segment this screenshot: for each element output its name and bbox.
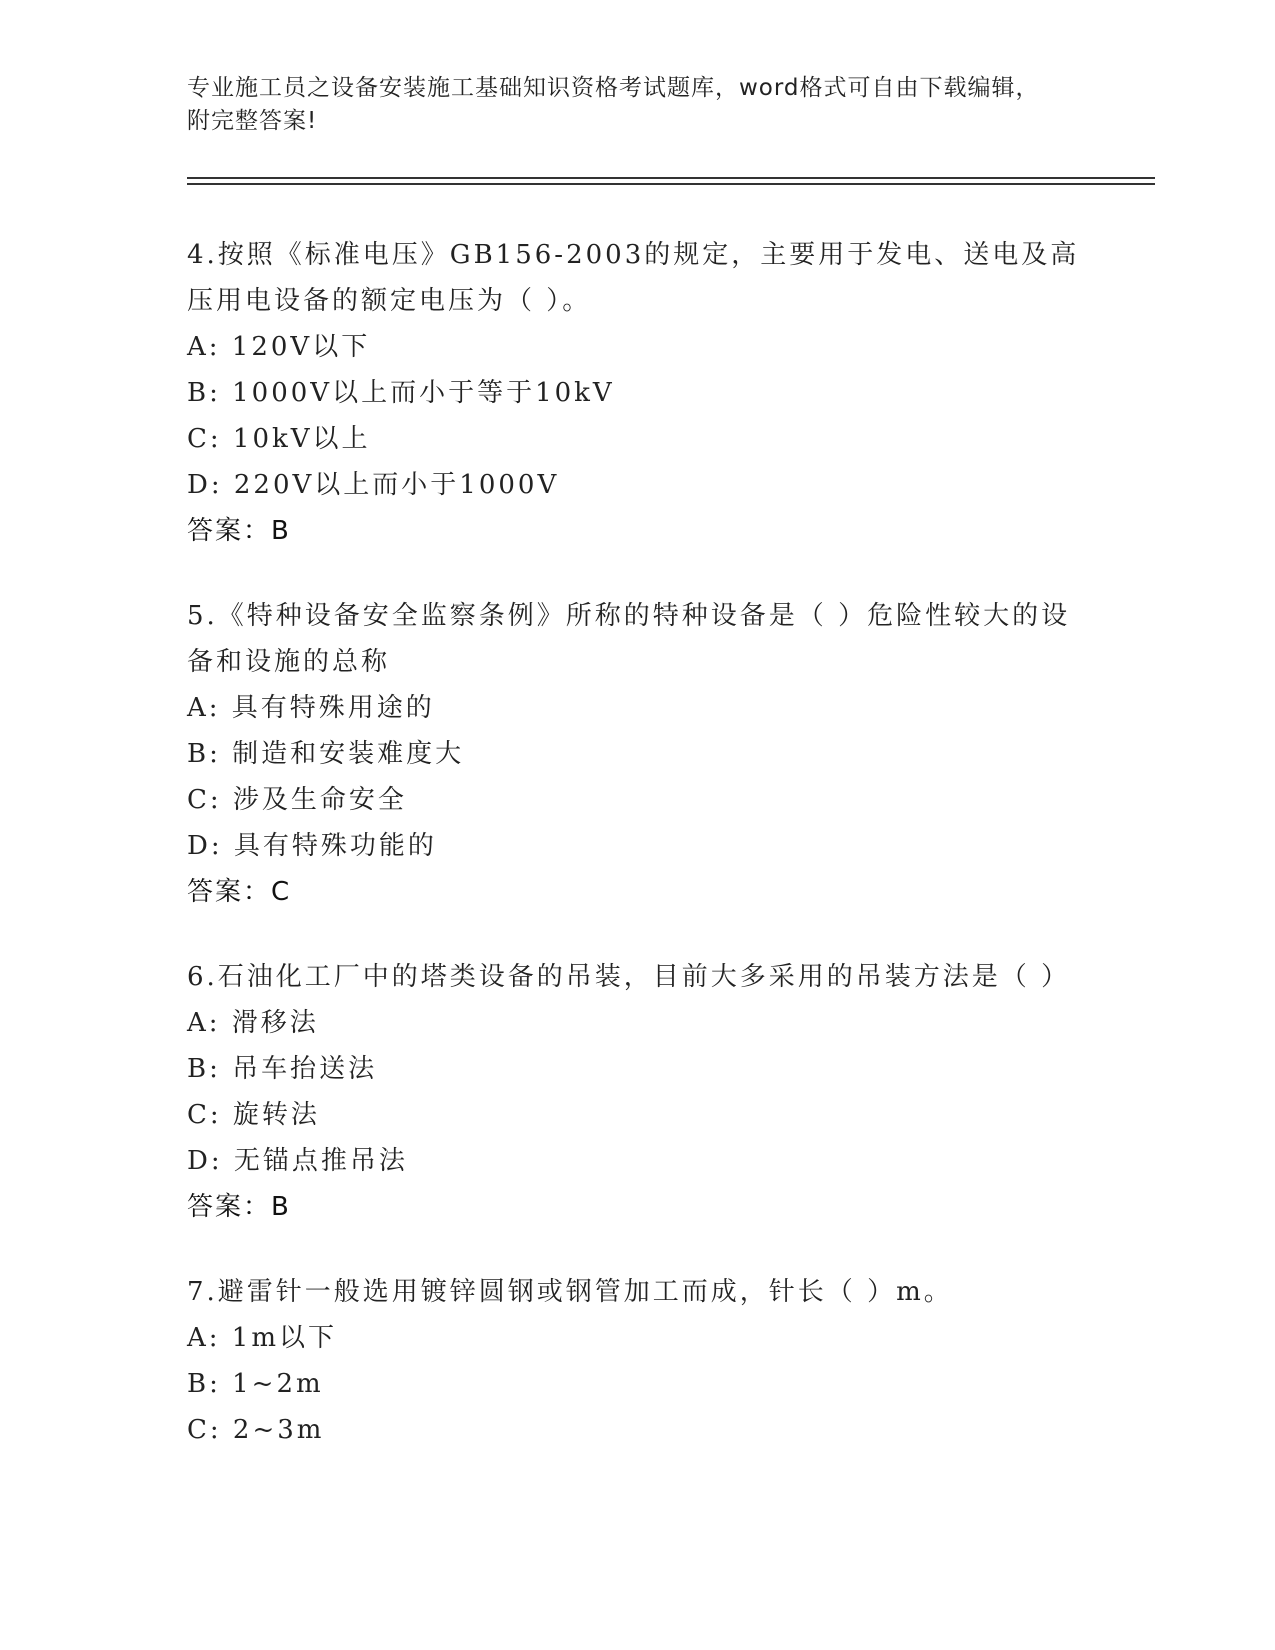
header-line-2: 附完整答案! [187, 108, 318, 134]
option-a: A: 具有特殊用途的 [187, 693, 435, 723]
question-stem: 4.按照《标准电压》GB156-2003的规定，主要用于发电、送电及高压用电设备的额定电压为（ ）。 [187, 240, 1080, 316]
header-divider-top [187, 177, 1155, 179]
header-line-1: 专业施工员之设备安装施工基础知识资格考试题库，word格式可自由下载编辑， [187, 75, 1040, 101]
answer-label: 答案：B [187, 1192, 291, 1222]
question-7 [187, 1269, 1087, 1453]
answer-label: 答案：B [187, 516, 291, 546]
question-stem: 5.《特种设备安全监察条例》所称的特种设备是（ ）危险性较大的设备和设施的总称 [187, 601, 1071, 677]
document-header [187, 72, 1067, 138]
option-c: C: 10kV以上 [187, 424, 371, 454]
question-stem: 7.避雷针一般选用镀锌圆钢或钢管加工而成，针长（ ）m。 [187, 1277, 953, 1307]
option-c: C: 涉及生命安全 [187, 785, 407, 815]
option-c: C: 旋转法 [187, 1100, 320, 1130]
option-b: B: 1~2m [187, 1369, 324, 1399]
option-d: D: 220V以上而小于1000V [187, 470, 560, 500]
question-4 [187, 232, 1087, 554]
question-stem: 6.石油化工厂中的塔类设备的吊装，目前大多采用的吊装方法是（ ） [187, 962, 1071, 992]
option-d: D: 具有特殊功能的 [187, 831, 437, 861]
question-6 [187, 954, 1087, 1230]
answer-label: 答案：C [187, 877, 292, 907]
option-a: A: 120V以下 [187, 332, 371, 362]
option-b: B: 1000V以上而小于等于10kV [187, 378, 615, 408]
question-5 [187, 593, 1087, 915]
option-a: A: 滑移法 [187, 1008, 319, 1038]
option-d: D: 无锚点推吊法 [187, 1146, 408, 1176]
option-c: C: 2~3m [187, 1415, 325, 1445]
option-b: B: 制造和安装难度大 [187, 739, 465, 769]
option-b: B: 吊车抬送法 [187, 1054, 378, 1084]
option-a: A: 1m以下 [187, 1323, 337, 1353]
header-divider-bottom [187, 183, 1155, 185]
